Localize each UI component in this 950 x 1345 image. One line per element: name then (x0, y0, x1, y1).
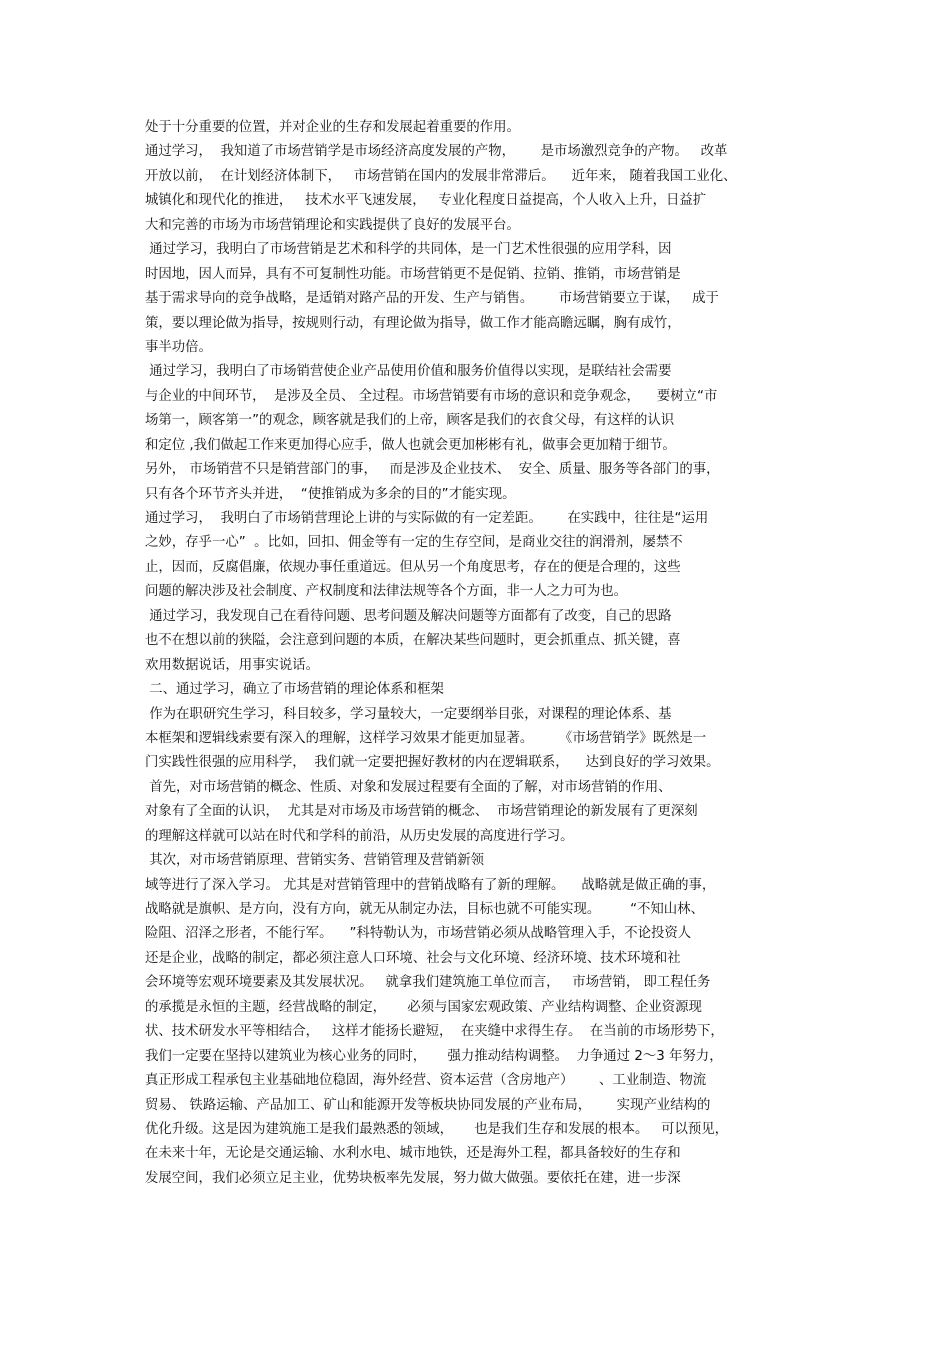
text-line: 作为在职研究生学习，科目较多，学习量较大，一定要纲举目张，对课程的理论体系、基 (145, 706, 672, 722)
text-line: 我们一定要在坚持以建筑业为核心业务的同时， 强力推动结构调整。 力争通过 2～3 年努力， (145, 1048, 723, 1064)
text-line: 城镇化和现代化的推进， 技术水平飞速发展， 专业化程度日益提高，个人收入上升，日益扩 (145, 193, 707, 209)
text-line: 策，要以理论做为指导，按规则行动，有理论做为指导，做工作才能高瞻远瞩，胸有成竹， (145, 315, 681, 331)
text-line: 事半功倍。 (145, 339, 212, 355)
text-line: 另外， 市场销营不只是销营部门的事， 而是涉及企业技术、 安全、质量、服务等各部门的事， (145, 462, 720, 478)
text-line: 还是企业，战略的制定，都必须注意人口环境、社会与文化环境、经济环境、技术环境和社 (145, 950, 681, 966)
text-line: 会环境等宏观环境要素及其发展状况。 就拿我们建筑施工单位而言， 市场营销， 即工程任务 (145, 975, 711, 991)
text-line: 止，因而，反腐倡廉，依规办事任重道远。但从另一个角度思考，存在的便是合理的，这些 (145, 559, 681, 575)
text-line: 与企业的中间环节， 是涉及全员、 全过程。市场营销要有市场的意识和竞争观念， 要树立“市 (145, 388, 718, 404)
text-line: 之妙，存乎一心” 。比如，回扣、佣金等有一定的生存空间，是商业交往的润滑剂，屡禁不 (145, 535, 683, 551)
text-line: 通过学习， 我知道了市场营销学是市场经济高度发展的产物， 是市场激烈竞争的产物。 改革 (145, 144, 728, 160)
text-line: 门实践性很强的应用科学， 我们就一定要把握好教材的内在逻辑联系， 达到良好的学习效果。 (145, 755, 720, 771)
text-line: 域等进行了深入学习。 尤其是对营销管理中的营销战略有了新的理解。 战略就是做正确的事， (145, 877, 716, 893)
text-line: 的理解这样就可以站在时代和学科的前沿，从历史发展的高度进行学习。 (145, 828, 574, 844)
text-line: 真正形成工程承包主业基础地位稳固，海外经营、资本运营（含房地产） 、工业制造、物流 (145, 1073, 707, 1089)
section-heading: 二、通过学习，确立了市场营销的理论体系和框架 (145, 682, 444, 698)
text-line: 处于十分重要的位置，并对企业的生存和发展起着重要的作用。 (145, 120, 520, 135)
text-line: 和定位 ,我们做起工作来更加得心应手，做人也就会更加彬彬有礼，做事会更加精于细节。 (145, 437, 676, 453)
text-line: 只有各个环节齐头并进， “使推销成为多余的目的”才能实现。 (145, 486, 516, 502)
text-line: 对象有了全面的认识， 尤其是对市场及市场营销的概念、 市场营销理论的新发展有了更深刻 (145, 804, 698, 820)
text-line: 时因地，因人而异，具有不可复制性功能。市场营销更不是促销、拉销、推销，市场营销是 (145, 266, 681, 282)
text-line: 通过学习， 我明白了市场销营理论上讲的与实际做的有一定差距。 在实践中，往往是“运用 (145, 511, 709, 526)
text-line: 优化升级。这是因为建筑施工是我们最熟悉的领域， 也是我们生存和发展的根本。 可以预见， (145, 1121, 729, 1137)
text-line: 贸易、 铁路运输、产品加工、矿山和能源开发等板块协同发展的产业布局， 实现产业结构的 (145, 1097, 711, 1113)
text-line: 也不在想以前的狭隘，会注意到问题的本质，在解决某些问题时，更会抓重点、抓关键，喜 (145, 633, 681, 649)
text-line: 其次，对市场营销原理、营销实务、营销管理及营销新领 (145, 853, 485, 869)
text-line: 险阻、沼泽之形者，不能行军。 ”科特勒认为，市场营销必须从战略管理入手，不论投资人 (145, 926, 692, 942)
text-line: 问题的解决涉及社会制度、产权制度和法律法规等各个方面，非一人之力可为也。 (145, 584, 628, 600)
text-line: 状、技术研发水平等相结合， 这样才能扬长避短， 在夹缝中求得生存。 在当前的市场形势下， (145, 1024, 724, 1040)
text-line: 战略就是旗帜、是方向，没有方向，就无从制定办法，目标也就不可能实现。 “不知山林、 (145, 902, 704, 917)
text-line: 通过学习，我明白了市场营销是艺术和科学的共同体，是一门艺术性很强的应用学科，因 (145, 242, 672, 258)
text-line: 大和完善的市场为市场营销理论和实践提供了良好的发展平台。 (145, 217, 520, 233)
text-line: 的承揽是永恒的主题，经营战略的制定， 必须与国家宏观政策、产业结构调整、企业资源现 (145, 999, 702, 1015)
text-line: 首先，对市场营销的概念、性质、对象和发展过程要有全面的了解，对市场营销的作用、 (145, 779, 672, 795)
text-line: 场第一，顾客第一”的观念，顾客就是我们的上帝，顾客是我们的衣食父母，有这样的认识 (145, 413, 675, 429)
text-line: 开放以前， 在计划经济体制下， 市场营销在国内的发展非常滞后。 近年来， 随着我国工业化、 (145, 168, 737, 184)
text-line: 本框架和逻辑线索要有深入的理解，这样学习效果才能更加显著。 《市场营销学》既然是一 (145, 730, 707, 746)
text-line: 欢用数据说话，用事实说话。 (145, 657, 320, 673)
body-text (145, 116, 810, 1191)
text-line: 基于需求导向的竞争战略，是适销对路产品的开发、生产与销售。 市场营销要立于谋， 成于 (145, 291, 719, 307)
text-line: 在未来十年，无论是交通运输、水利水电、城市地铁，还是海外工程，都具备较好的生存和 (145, 1146, 681, 1162)
text-line: 通过学习，我发现自己在看待问题、思考问题及解决问题等方面都有了改变，自己的思路 (145, 608, 672, 624)
text-line: 发展空间，我们必须立足主业，优势块板率先发展，努力做大做强。要依托在建，进一步深 (145, 1170, 681, 1186)
text-line: 通过学习，我明白了市场销营使企业产品使用价值和服务价值得以实现，是联结社会需要 (145, 364, 672, 380)
